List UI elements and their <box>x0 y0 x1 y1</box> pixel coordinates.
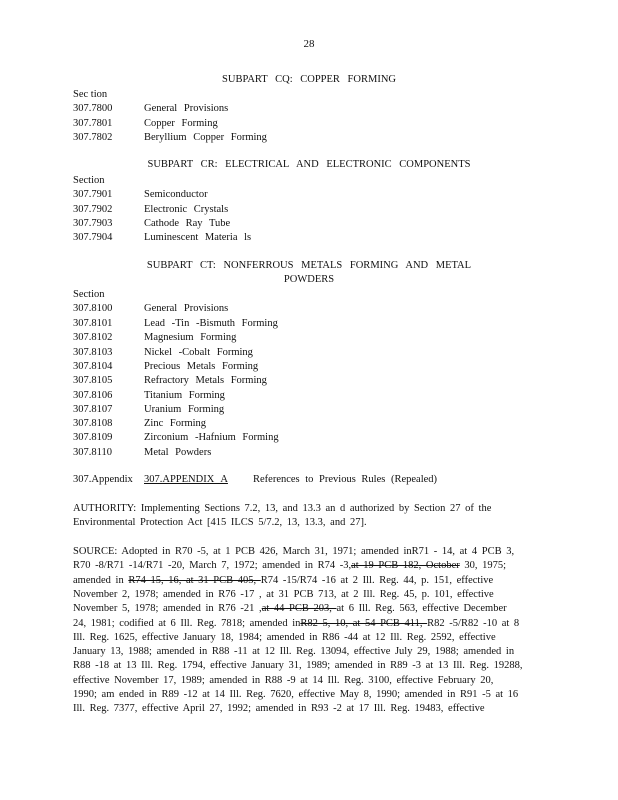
section-title: General Provisions <box>144 103 229 114</box>
source-line <box>73 632 496 643</box>
source-text: 24, 1981; codified at 6 Ill. Reg. 7818; amended in <box>73 617 301 629</box>
source-text: R82 -5/R82 -10 at 8 <box>427 617 520 629</box>
section-title: Metal Powders <box>144 447 212 458</box>
section-title: Cathode Ray Tube <box>144 218 231 229</box>
appendix-number: 307.Appendix <box>73 474 133 485</box>
source-line <box>73 618 519 629</box>
section-title: Precious Metals Forming <box>144 361 259 372</box>
section-title: Zinc Forming <box>144 418 207 429</box>
source-text: Ill. Reg. 7377, effective April 27, 1992; amended in R93 -2 at 17 Ill. Reg. 19483, effective <box>73 703 485 715</box>
section-title: General Provisions <box>144 303 229 314</box>
source-line <box>73 560 506 571</box>
section-title: Uranium Forming <box>144 404 225 415</box>
section-number: 307.8110 <box>73 447 112 458</box>
source-line <box>73 675 493 686</box>
appendix-label: 307.APPENDIX A <box>144 474 228 485</box>
section-number: 307.8108 <box>73 418 113 429</box>
section-number: 307.8101 <box>73 318 113 329</box>
section-number: 307.8107 <box>73 404 113 415</box>
section-number: 307.8105 <box>73 375 113 386</box>
section-title: Zirconium -Hafnium Forming <box>144 432 279 443</box>
section-number: 307.8109 <box>73 432 113 443</box>
struck-text: at 19 PCB 182, October <box>351 560 460 572</box>
subpart-heading: SUBPART CQ: COPPER FORMING <box>222 74 396 85</box>
source-text: 1990; am ended in R89 -12 at 14 Ill. Reg. 7620, effective May 8, 1990; amended in R91 -5 at 16 <box>73 689 519 700</box>
section-number: 307.8104 <box>73 361 113 372</box>
source-text: November 2, 1978; amended in R76 -17 , at 31 PCB 713, at 2 Ill. Reg. 45, p. 101, effective <box>73 588 494 600</box>
subpart-heading: SUBPART CT: NONFERROUS METALS FORMING AND METAL <box>146 260 472 271</box>
subpart-heading-continued: POWDERS <box>283 274 335 285</box>
source-text: SOURCE: Adopted in R70 -5, at 1 PCB 426, March 31, 1971; amended inR71 - 14, at 4 PCB 3, <box>73 546 515 557</box>
section-number: 307.8100 <box>73 303 113 314</box>
section-title: Magnesium Forming <box>144 332 237 343</box>
struck-text: R82 5, 10, at 54 PCB 411, <box>300 617 428 629</box>
source-text: R88 -18 at 13 Ill. Reg. 1794, effective January 31, 1989; amended in R89 -3 at 13 Ill. Reg. 19288, <box>73 660 523 672</box>
source-text: R70 -8/R71 -14/R71 -20, March 7, 1972; amended in R74 -3, <box>73 560 352 572</box>
source-line <box>73 689 518 700</box>
section-title: Nickel -Cobalt Forming <box>144 347 253 358</box>
section-title: Beryllium Copper Forming <box>144 132 267 143</box>
section-title: Luminescent Materia ls <box>144 232 252 243</box>
section-title: Electronic Crystals <box>144 204 229 215</box>
source-text: Ill. Reg. 1625, effective January 18, 1984; amended in R86 -44 at 12 Ill. Reg. 2592, effective <box>73 631 496 643</box>
source-text: at 6 Ill. Reg. 563, effective December <box>336 603 507 615</box>
appendix-title: References to Previous Rules (Repealed) <box>253 474 438 485</box>
source-line <box>73 589 494 600</box>
section-number: 307.7901 <box>73 189 113 200</box>
subpart-heading: SUBPART CR: ELECTRICAL AND ELECTRONIC COMPONENTS <box>147 159 471 170</box>
authority-line: AUTHORITY: Implementing Sections 7.2, 13, and 13.3 an d authorized by Section 27 of the <box>73 503 492 514</box>
section-number: 307.7800 <box>73 103 113 114</box>
section-number: 307.8102 <box>73 332 113 343</box>
section-number: 307.7904 <box>73 232 113 243</box>
source-line <box>73 603 507 614</box>
source-line <box>73 646 514 657</box>
section-title: Refractory Metals Forming <box>144 375 267 386</box>
source-text: 30, 1975; <box>459 560 507 572</box>
struck-text: R74 15, 16, at 31 PCB 405, <box>128 574 261 586</box>
struck-text: at 44 PCB 203, <box>261 603 337 615</box>
section-number: 307.7801 <box>73 118 113 129</box>
page-number: 28 <box>303 38 315 50</box>
section-title: Semiconductor <box>144 189 208 200</box>
section-label: Section <box>73 289 105 300</box>
source-line <box>73 660 523 671</box>
section-number: 307.7802 <box>73 132 113 143</box>
source-line <box>73 546 514 557</box>
section-title: Copper Forming <box>144 118 218 129</box>
authority-line: Environmental Protection Act [415 ILCS 5/7.2, 13, 13.3, and 27]. <box>73 517 367 528</box>
section-number: 307.7902 <box>73 204 113 215</box>
section-number: 307.8106 <box>73 390 113 401</box>
section-label: Section <box>73 175 105 186</box>
section-title: Titanium Forming <box>144 390 225 401</box>
section-number: 307.8103 <box>73 347 113 358</box>
section-number: 307.7903 <box>73 218 113 229</box>
source-text: January 13, 1988; amended in R88 -11 at 12 Ill. Reg. 13094, effective July 29, 1988; amended in <box>73 646 515 658</box>
section-label: Sec tion <box>73 89 108 100</box>
source-text: R74 -15/R74 -16 at 2 Ill. Reg. 44, p. 151, effective <box>260 574 494 586</box>
source-text: effective November 17, 1989; amended in R88 -9 at 14 Ill. Reg. 3100, effective February 20, <box>73 674 494 686</box>
source-text: November 5, 1978; amended in R76 -21 , <box>73 603 262 615</box>
source-text: amended in <box>73 574 129 586</box>
source-line <box>73 575 493 586</box>
section-title: Lead -Tin -Bismuth Forming <box>144 318 278 329</box>
source-line <box>73 703 485 714</box>
